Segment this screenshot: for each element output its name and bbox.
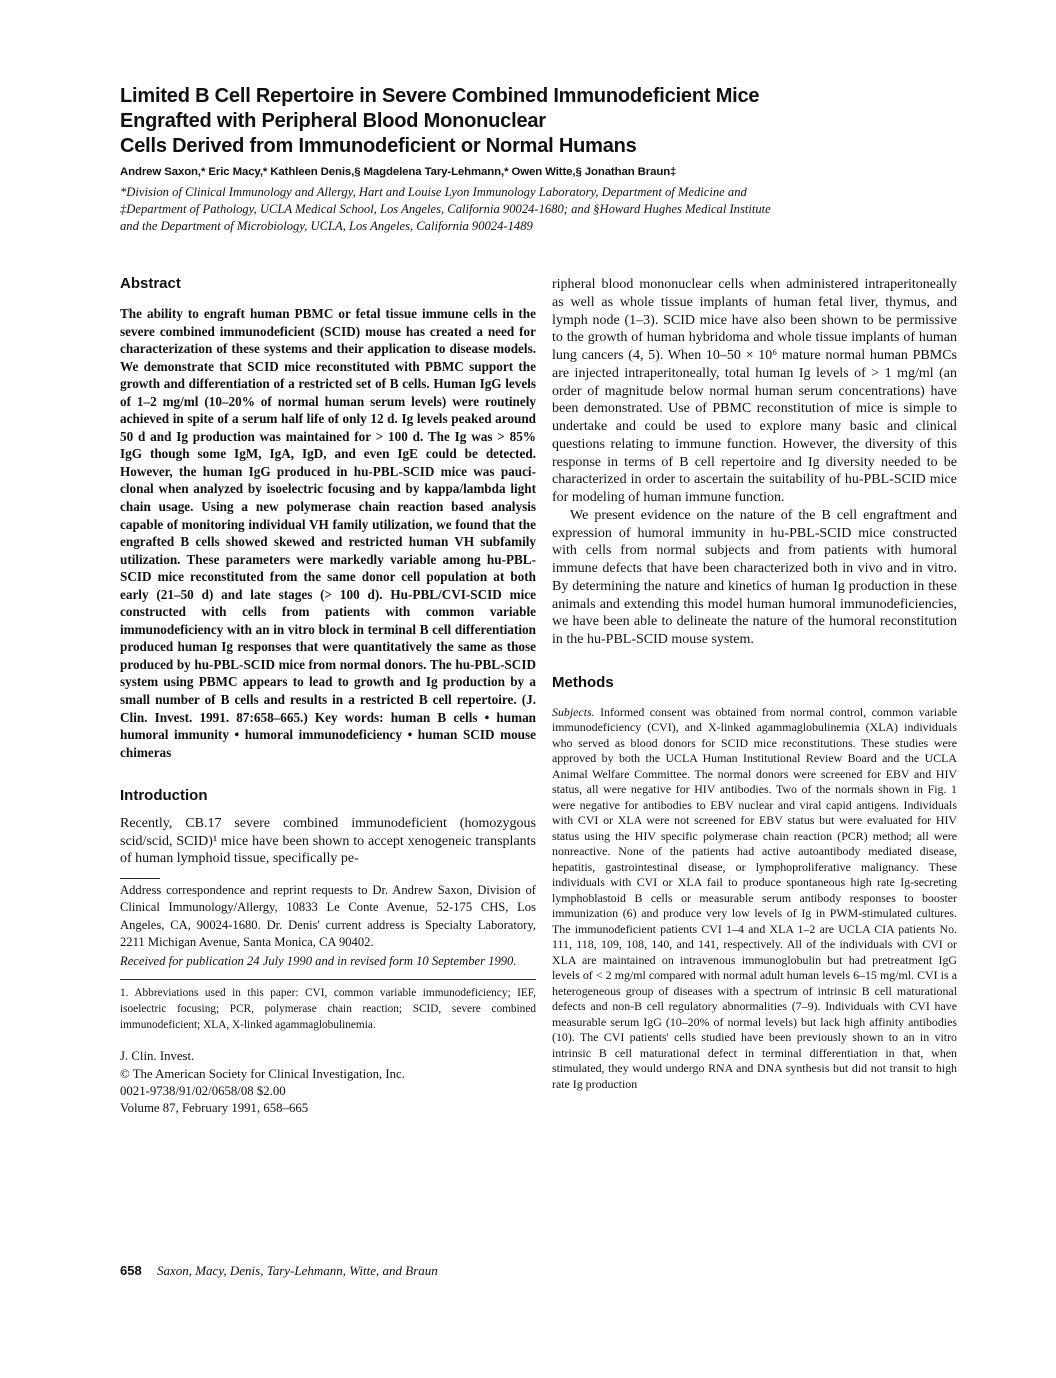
methods-subheading: Subjects. (552, 704, 595, 719)
received-note: Received for publication 24 July 1990 and in revised form 10 September 1990. (120, 954, 517, 969)
intro-continuation-paragraph: ripheral blood mononuclear cells when administered intraperitoneally as well as whole tissue implants of human fetal liver, thymus, and lymph node (1–3). SCID mice have also been shown to be permissive to the growth of human hybridoma and whole tissue implants of human lung cancers (4, 5). When 10–50 × 10⁶ mature normal human PBMCs are injected intraperitoneally, total human Ig levels of > 1 mg/ml (an order of magnitude below normal human serum concentrations) have been demonstrated. Use of PBMC reconstitution of mice is simple to undertake and could be used to explore many basic and clinical questions relating to immune function. However, the diversity of this response in terms of B cell repertoire and Ig diversity needed to be characterized in order to ascertain the suitability of hu-PBL-SCID mice for modeling of human immune function. (552, 277, 957, 505)
journal-info (120, 1048, 536, 1117)
methods-body: Informed consent was obtained from normal control, common variable immunodeficiency (CVI), and X-linked agammaglobulinemia (XLA) individuals who served as blood donors for SCID mice reconstitutions. These studies were approved by both the UCLA Human Institutional Review Board and the UCLA Animal Welfare Committee. The normal donors were screened for EBV and HIV status, all were negative for HIV antibodies. Two of the normals shown in Fig. 1 were negative for antibodies to EBV nuclear and viral capid antigens. Individuals with CVI or XLA were not screened for EBV status but were evaluated for HIV status using the HIV specific polymerase chain reaction (PCR) method; all were nonreactive. None of the patients had active autoantibody mediated disease, hepatitis, gastrointestinal disease, or lymphoproliferative malignancy. These individuals with CVI or XLA fail to produce spontaneous high rate Ig-secreting lymphoblastoid B cells or measurable serum antibody responses to booster immunization (6) and produce very low levels of Ig in PWM-stimulated cultures. The immunodeficient patients CVI 1–4 and XLA 1–2 are UCLA CIA patients No. 111, 118, 109, 108, 140, and 141, respectively. All of the individuals with CVI or XLA are maintained on intravenous immunoglobulin but had pretreatment IgG levels of < 2 mg/ml compared with normal adult human levels 6–15 mg/ml. CVI is a heterogeneous group of diseases with a spectrum of intrinsic B cell maturational defects and non-B cell regulatory abnormalities (7–9). Individuals with CVI have measurable serum IgG (10–20% of normal levels) but lack high affinity antibodies (10). The CVI patients' cells studied have been previously shown to an in vitro intrinsic B cell maturational defect in terminal differentiation in that, when stimulated, they would undergo RNA and DNA synthesis but did not transit to high rate Ig production (552, 704, 957, 1091)
abstract-text: The ability to engraft human PBMC or fetal tissue immune cells in the severe combined immunodeficient (SCID) mouse has created a need for characterization of these systems and their application to disease models. We demonstrate that SCID mice reconstituted with PBMC support the growth and differentiation of a restricted set of B cells. Human IgG levels of 1–2 mg/ml (10–20% of normal human serum levels) were routinely achieved in spite of a serum half life of only 12 d. Ig levels peaked around 50 d and Ig production was maintained for > 100 d. The Ig was > 85% IgG though some IgM, IgA, IgD, and even IgE could be detected. However, the human IgG produced in hu-PBL-SCID mice was pauci-clonal when analyzed by isoelectric focusing and by kappa/lambda light chain usage. Using a new polymerase chain reaction based analysis capable of monitoring individual VH family utilization, we found that the engrafted B cells showed skewed and restricted human VH subfamily utilization. These parameters were markedly variable among hu-PBL-SCID mice reconstituted from the same donor cell population at both early (21–50 d) and late stages (> 100 d). Hu-PBL/CVI-SCID mice constructed with cells from patients with common variable immunodeficiency with an in vitro block in terminal B cell differentiation produced human Ig responses that were quantitatively the same as those produced by hu-PBL-SCID mice from normal donors. The hu-PBL-SCID system using PBMC appears to lead to growth and Ig production by a small number of B cells and results in a restricted B cell repertoire. (J. Clin. Invest. 1991. 87:658–665.) Key words: human B cells • human humoral immunity • humoral immunodeficiency • human SCID mouse chimeras (120, 306, 536, 760)
footnote-divider (120, 878, 160, 879)
affiliation-line: and the Department of Microbiology, UCLA, Los Angeles, California 90024-1489 (120, 219, 533, 233)
article-title (120, 84, 980, 159)
methods-heading: Methods (552, 673, 614, 691)
journal-info-line: 0021-9738/91/02/0658/08 $2.00 (120, 1083, 286, 1098)
author-list: Andrew Saxon,* Eric Macy,* Kathleen Denis,§ Magdelena Tary-Lehmann,* Owen Witte,§ Jonathan Braun‡ (120, 166, 677, 178)
title-line: Cells Derived from Immunodeficient or Normal Humans (120, 135, 637, 157)
title-line: Engrafted with Peripheral Blood Mononuclear (120, 110, 546, 132)
introduction-text: Recently, CB.17 severe combined immunodeficient (homozygous scid/scid, SCID)¹ mice have been shown to accept xenogeneic transplants of human lymphoid tissue, specifically pe- (120, 816, 536, 867)
correspondence-note: Address correspondence and reprint requests to Dr. Andrew Saxon, Division of Clinical Immunology/Allergy, 10833 Le Conte Avenue, 52-175 CHS, Los Angeles, CA, 90024-1680. Dr. Denis' current address is Specialty Laboratory, 2211 Michigan Avenue, Santa Monica, CA 90402. (120, 883, 536, 949)
running-head: Saxon, Macy, Denis, Tary-Lehmann, Witte, and Braun (156, 1263, 438, 1278)
intro-paragraph-2: We present evidence on the nature of the B cell engraftment and expression of humoral immunity in hu-PBL-SCID mice constructed with cells from normal subjects and from patients with humoral immune defects that have been characterized both in vivo and in vitro. By determining the nature and kinetics of human Ig production in these animals and extending this model human humoral immunodeficiencies, we have been able to delineate the nature of the humoral reconstitution in the hu-PBL-SCID mouse system. (552, 507, 957, 647)
affiliation-line: ‡Department of Pathology, UCLA Medical School, Los Angeles, California 90024-1680; and §Howard Hughes Medical Institute (120, 202, 771, 216)
methods-text (552, 705, 957, 1093)
affiliation-line: *Division of Clinical Immunology and Allergy, Hart and Louise Lyon Immunology Laboratory, Department of Medicine and (120, 185, 747, 199)
journal-info-line: Volume 87, February 1991, 658–665 (120, 1101, 309, 1116)
footnote-rule (120, 979, 536, 980)
right-column (552, 276, 957, 1092)
page-footer (120, 1263, 438, 1279)
page-number: 658 (120, 1263, 142, 1278)
introduction-heading: Introduction (120, 787, 208, 805)
abbreviations-footnote: 1. Abbreviations used in this paper: CVI, common variable immunodeficiency; IEF, isoelectric focusing; PCR, polymerase chain reaction; SCID, severe combined immunodeficient; XLA, X-linked agammaglobulinemia. (120, 987, 536, 1032)
affiliations (120, 184, 1000, 235)
journal-info-line: J. Clin. Invest. (120, 1049, 195, 1064)
journal-info-line: © The American Society for Clinical Investigation, Inc. (120, 1066, 405, 1081)
left-column (120, 276, 536, 1117)
title-line: Limited B Cell Repertoire in Severe Combined Immunodeficient Mice (120, 85, 760, 107)
abstract-heading: Abstract (120, 275, 181, 292)
